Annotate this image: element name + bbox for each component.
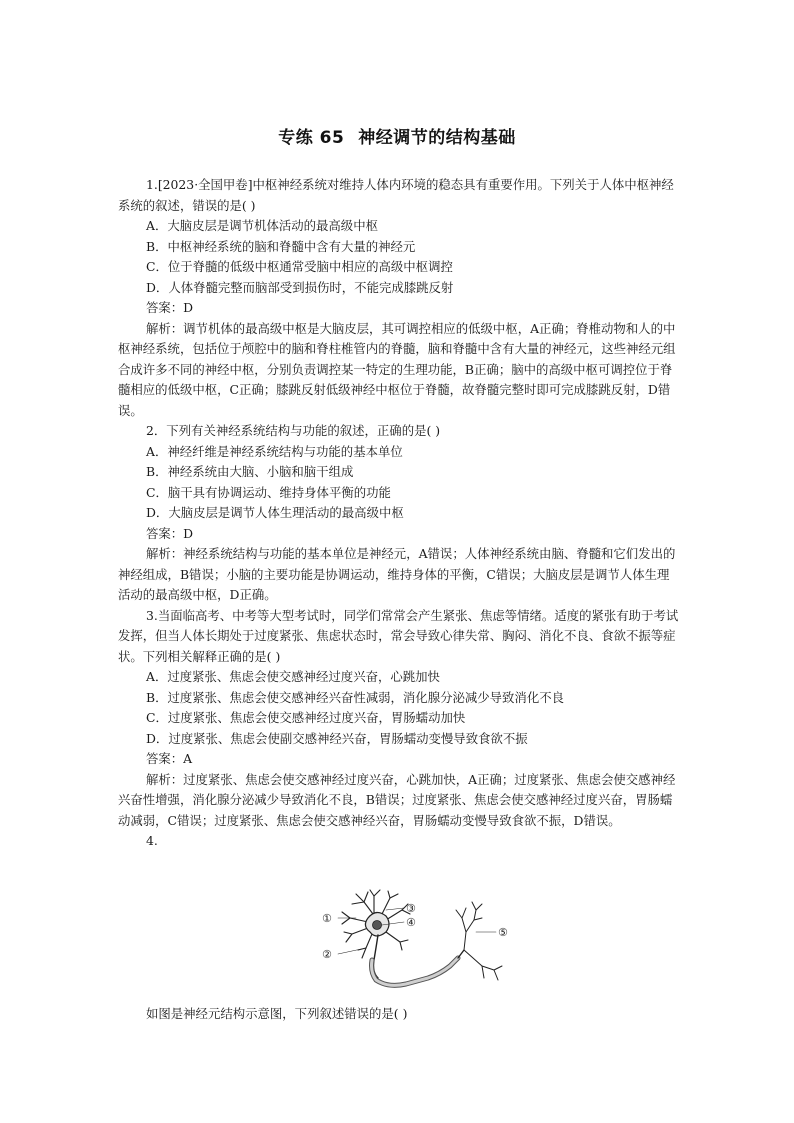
title-number: 专练 65 <box>278 128 345 148</box>
q2-stem: 2．下列有关神经系统结构与功能的叙述，正确的是( ) <box>146 423 441 438</box>
q1-answer: 答案：D <box>146 300 194 315</box>
label-3: ③ <box>406 902 416 915</box>
page-title <box>0 123 794 148</box>
label-4: ④ <box>406 916 416 929</box>
neuron-diagram <box>316 888 526 998</box>
q3-answer: 答案：A <box>146 751 193 766</box>
q1-option-b: B．中枢神经系统的脑和脊髓中含有大量的神经元 <box>146 238 416 254</box>
axon-terminals <box>456 902 502 980</box>
title-text: 神经调节的结构基础 <box>358 128 516 148</box>
q2-analysis: 解析：神经系统结构与功能的基本单位是神经元，A错误；人体神经系统由脑、脊髓和它们发出的神经组成，B错误；小脑的主要功能是协调运动，维持身体的平衡，C错误；大脑皮层是调节人体生理活动的最高级中枢，D正确。 <box>118 546 676 602</box>
q2-option-c: C．脑干具有协调运动、维持身体平衡的功能 <box>146 484 391 500</box>
q3-analysis: 解析：过度紧张、焦虑会使交感神经过度兴奋，心跳加快，A正确；过度紧张、焦虑会使交感神经兴奋性增强，消化腺分泌减少导致消化不良，B错误；过度紧张、焦虑会使交感神经过度兴奋，胃肠蠕动减弱，C错误；过度紧张、焦虑会使交感神经兴奋，胃肠蠕动变慢导致食欲不振，D错误。 <box>118 771 676 828</box>
q2-option-a: A．神经纤维是神经系统结构与功能的基本单位 <box>146 443 403 459</box>
q3-option-c: C．过度紧张、焦虑会使交感神经过度兴奋，胃肠蠕动加快 <box>146 710 466 725</box>
q4-stem: 如图是神经元结构示意图，下列叙述错误的是( ) <box>146 1006 408 1021</box>
q4-number: 4. <box>146 833 158 848</box>
q2-option-b: B．神经系统由大脑、小脑和脑干组成 <box>146 464 354 479</box>
label-5: ⑤ <box>498 926 508 939</box>
q1-option-a: A．大脑皮层是调节机体活动的最高级中枢 <box>146 218 378 233</box>
q3-option-a: A．过度紧张、焦虑会使交感神经过度兴奋，心跳加快 <box>146 669 440 684</box>
nucleus <box>373 921 382 930</box>
q1-analysis: 解析：调节机体的最高级中枢是大脑皮层，其可调控相应的低级中枢，A正确；脊椎动物和人的中枢神经系统，包括位于颅腔中的脑和脊柱椎管内的脊髓，脑和脊髓中含有大量的神经元，这些神经元组合成许多不同的神经中枢，分别负责调控某一特定的生理功能，B正确；脑中的高级中枢可调控位于脊髓相应的低级中枢，C正确；膝跳反射低级神经中枢位于脊髓，故脊髓完整时即可完成膝跳反射，D错误。 <box>118 320 676 418</box>
q2-answer: 答案：D <box>146 525 194 541</box>
label-1: ① <box>322 912 332 925</box>
question-content <box>118 175 680 852</box>
label-2: ② <box>322 948 332 961</box>
q3-option-d: D．过度紧张、焦虑会使副交感神经兴奋，胃肠蠕动变慢导致食欲不振 <box>146 730 528 746</box>
q2-option-d: D．大脑皮层是调节人体生理活动的最高级中枢 <box>146 505 404 520</box>
label-leaders <box>338 908 496 954</box>
q1-option-c: C．位于脊髓的低级中枢通常受脑中相应的高级中枢调控 <box>146 259 453 274</box>
q1-stem: 1.[2023·全国甲卷]中枢神经系统对维持人体内环境的稳态具有重要作用。下列关于人体中枢神经系统的叙述，错误的是( ) <box>118 177 674 213</box>
q3-option-b: B．过度紧张、焦虑会使交感神经兴奋性减弱，消化腺分泌减少导致消化不良 <box>146 689 564 705</box>
q1-option-d: D．人体脊髓完整而脑部受到损伤时，不能完成膝跳反射 <box>146 279 454 295</box>
q3-stem: 3.当面临高考、中考等大型考试时，同学们常常会产生紧张、焦虑等情绪。适度的紧张有助于考试发挥，但当人体长期处于过度紧张、焦虑状态时，常会导致心律失常、胸闷、消化不良、食欲不振等症状。下列相关解释正确的是( ) <box>118 607 679 664</box>
